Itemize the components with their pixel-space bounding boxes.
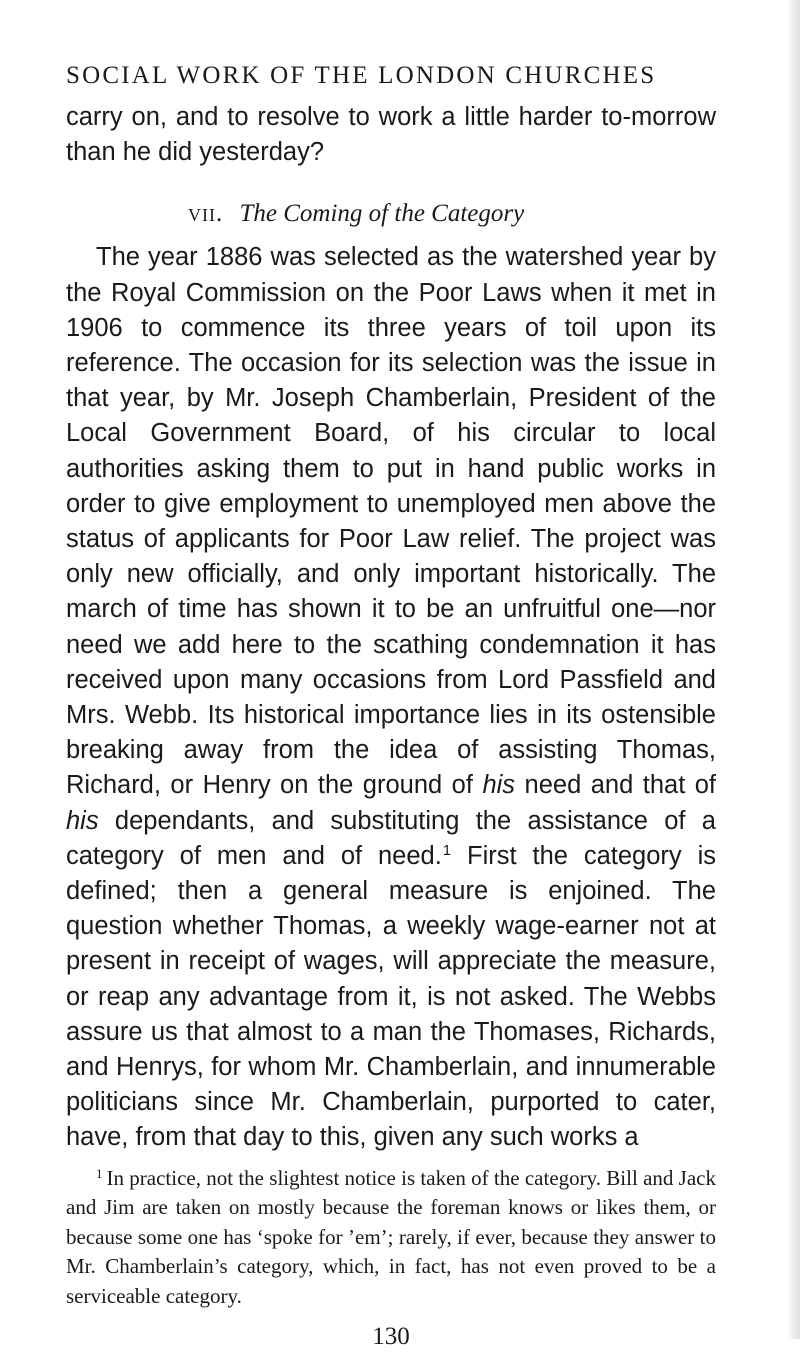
body-text-part-1: The year 1886 was selected as the watershed year by the Royal Commission on the Poor Laws when it met in 1906 to commence its three years of toil upon its reference. The occasion for its selection was the issue in that year, by Mr. Joseph Chamberlain, President of the Local Government Board, of his circular to local authorities asking them to put in hand public works in order to give employment to unemployed men above the status of applicants for Poor Law relief. The project was only new officially, and only important historically. The march of time has shown it to be an unfruitful one—nor need we add here to the scathing condemnation it has received upon many occasions from Lord Passfield and Mrs. Webb. Its historical importance lies in its ostensible breaking away from the idea of assisting Thomas, Richard, or Henry on the ground of (66, 243, 716, 800)
page-number: 130 (372, 1322, 410, 1350)
body-paragraph (66, 240, 716, 1155)
section-title: The Coming of the Category (239, 200, 525, 228)
section-number: vii. (188, 200, 224, 228)
page-edge-shadow (786, 0, 800, 1339)
body-text-part-3: dependants, and substituting the assistance of a category of men and of need. (66, 806, 716, 870)
footnote-text: In practice, not the slightest notice is taken of the category. Bill and Jack and Jim are taken on mostly because the foreman knows or likes them, or because some one has ‘spoke for ’em’; rarely, if ever, because they answer to Mr. Chamberlain’s category, which, in fact, has not even proved to be a serviceable category. (66, 1165, 716, 1309)
running-head: SOCIAL WORK OF THE LONDON CHURCHES (66, 62, 657, 89)
continuation-paragraph: carry on, and to resolve to work a little harder to-morrow than he did yesterday? (66, 103, 716, 167)
footnote-reference: 1 (442, 841, 452, 859)
book-page (66, 58, 716, 1352)
footnote-mark: 1 (96, 1165, 103, 1181)
footnote (66, 1164, 716, 1312)
body-emphasis-2: his (66, 806, 99, 835)
body-emphasis-1: his (482, 771, 516, 800)
body-text-part-4: First the category is defined; then a general measure is enjoined. The question whether Thomas, a weekly wage-earner not at present in receipt of wages, will appreciate the measure, or reap any advantage from it, is not asked. The Webbs assure us that almost to a man the Thomases, Richards, and Henrys, for whom Mr. Chamberlain, and innumerable politicians since Mr. Chamberlain, purported to cater, have, from that day to this, given any such works a (66, 841, 716, 1152)
section-heading (66, 196, 716, 232)
body-text-part-2: need and that of (524, 771, 717, 800)
